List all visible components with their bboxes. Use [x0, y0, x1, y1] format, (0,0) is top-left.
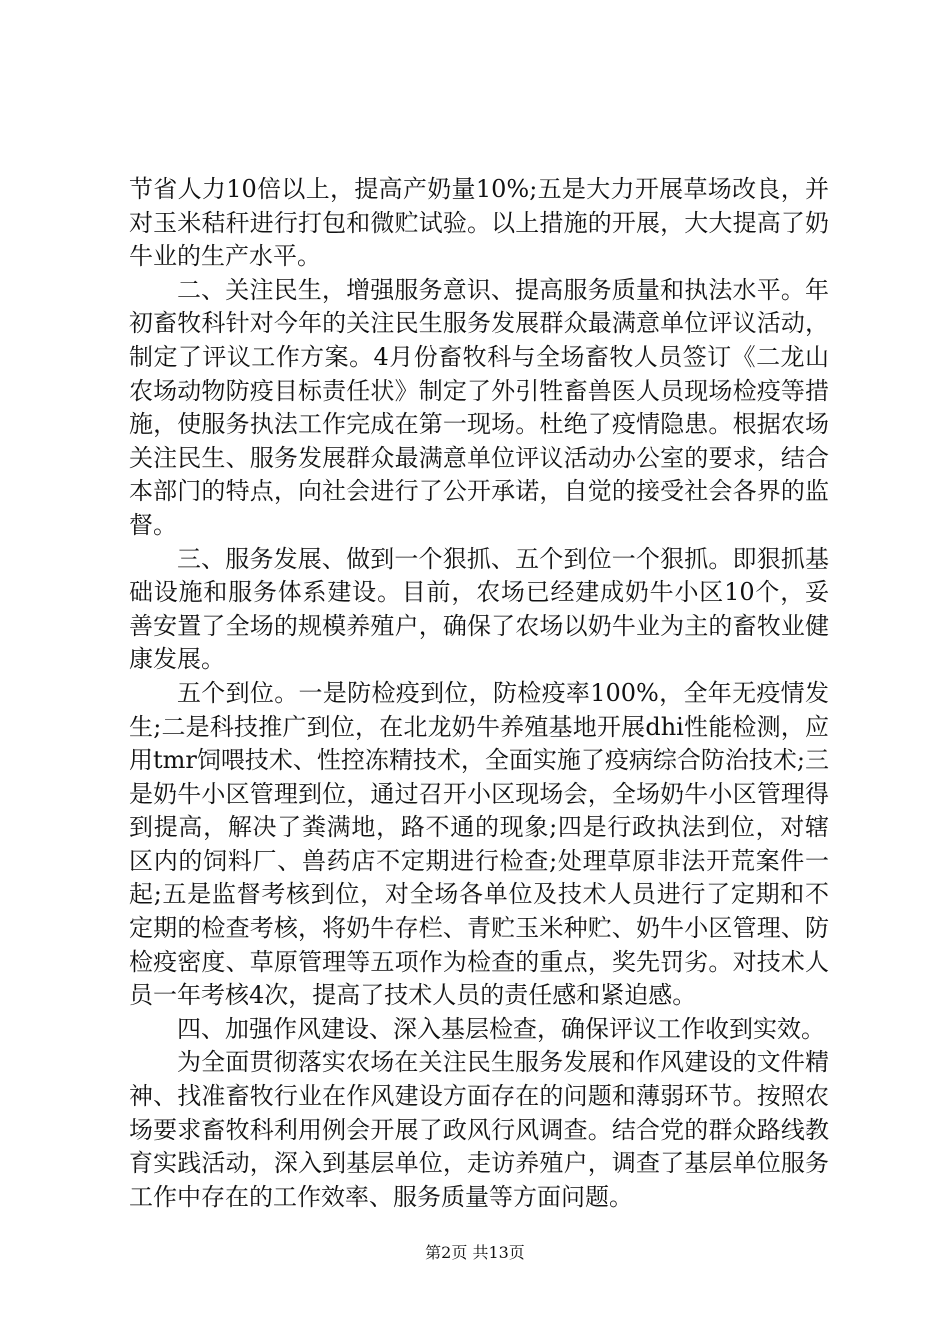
paragraph-five-in-place: 五个到位。一是防检疫到位，防检疫率100%，全年无疫情发生;二是科技推广到位，在北龙奶牛养殖基地开展dhi性能检测，应用tmr饲喂技术、性控冻精技术，全面实施了疫病综合防治技术;三是奶牛小区管理到位，通过召开小区现场会，全场奶牛小区管理得到提高，解决了粪满地，路不通的现象;四是行政执法到位，对辖区内的饲料厂、兽药店不定期进行检查;处理草原非法开荒案件一起;五是监督考核到位，对全场各单位及技术人员进行了定期和不定期的检查考核，将奶牛存栏、青贮玉米种贮、奶牛小区管理、防检疫密度、草原管理等五项作为检查的重点，奖先罚劣。对技术人员一年考核4次，提高了技术人员的责任感和紧迫感。	[129, 678, 829, 1010]
paragraph-implementation: 为全面贯彻落实农场在关注民生服务发展和作风建设的文件精神、找准畜牧行业在作风建设方面存在的问题和薄弱环节。按照农场要求畜牧科利用例会开展了政风行风调查。结合党的群众路线教育实践活动，深入到基层单位，走访养殖户，调查了基层单位服务工作中存在的工作效率、服务质量等方面问题。	[129, 1048, 829, 1211]
paragraph-continuation: 节省人力10倍以上，提高产奶量10%;五是大力开展草场改良，并对玉米秸秆进行打包和微贮试验。以上措施的开展，大大提高了奶牛业的生产水平。	[129, 175, 829, 271]
paragraph-section-three: 三、服务发展、做到一个狠抓、五个到位一个狠抓。即狠抓基础设施和服务体系建设。目前，农场已经建成奶牛小区10个，妥善安置了全场的规模养殖户，确保了农场以奶牛业为主的畜牧业健康发展。	[129, 544, 829, 674]
document-body	[129, 173, 829, 1214]
page-footer: 第2页 共13页	[425, 1243, 525, 1262]
paragraph-section-two: 二、关注民生，增强服务意识、提高服务质量和执法水平。年初畜牧科针对今年的关注民生服务发展群众最满意单位评议活动，制定了评议工作方案。4月份畜牧科与全场畜牧人员签订《二龙山农场动物防疫目标责任状》制定了外引牲畜兽医人员现场检疫等措施，使服务执法工作完成在第一现场。杜绝了疫情隐患。根据农场关注民生、服务发展群众最满意单位评议活动办公室的要求，结合本部门的特点，向社会进行了公开承诺，自觉的接受社会各界的监督。	[129, 275, 829, 539]
paragraph-section-four: 四、加强作风建设、深入基层检查，确保评议工作收到实效。	[177, 1014, 825, 1043]
